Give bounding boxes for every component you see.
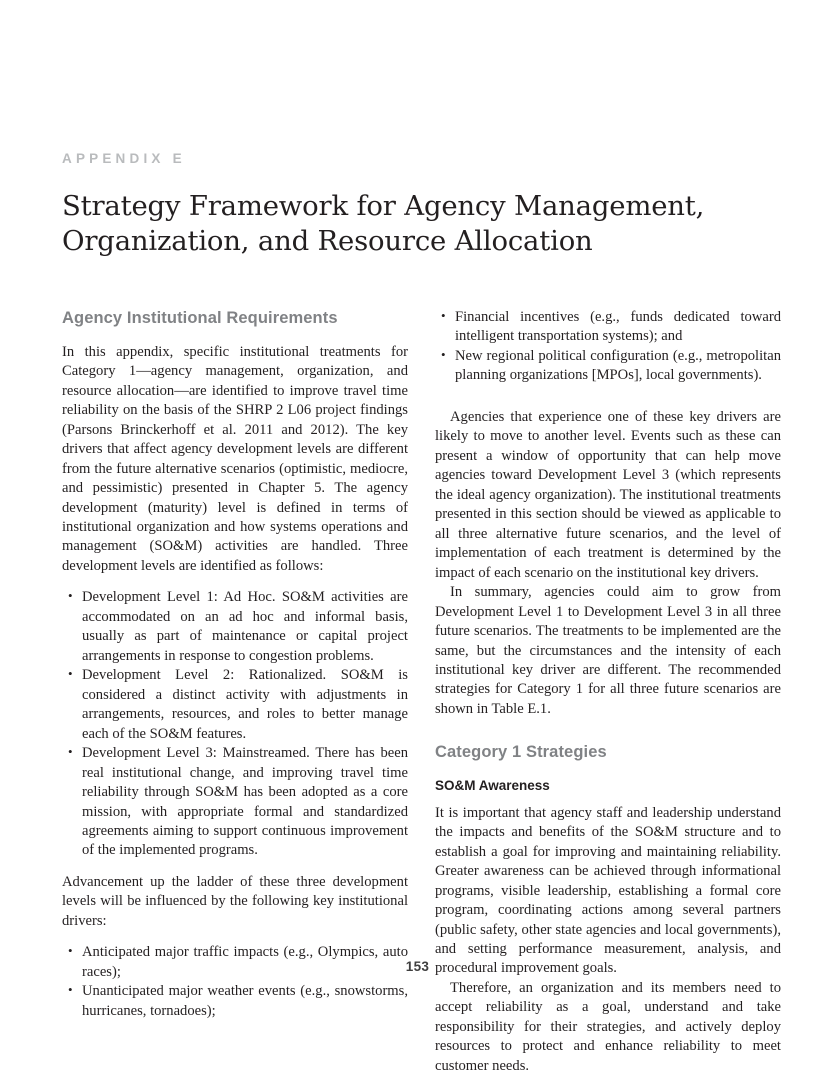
page-title-line-2: Organization, and Resource Allocation [62, 225, 593, 258]
paragraph-drivers-lead-in: Advancement up the ladder of these three development levels will be influenced by the following key institutional drivers: [62, 873, 408, 929]
section-heading-agency-institutional-requirements: Agency Institutional Requirements [62, 309, 338, 327]
list-item: • Financial incentives (e.g., funds dedicated toward intelligent transportation systems); and [455, 308, 781, 347]
paragraph-therefore: Therefore, an organization and its members need to accept reliability as a goal, understand and take responsibility for their strategies, and actively deploy resources to protect and enhance reliability to meet customer needs. [435, 979, 781, 1074]
development-levels-list [62, 588, 408, 861]
list-item: • Anticipated major traffic impacts (e.g., Olympics, auto races); [82, 943, 408, 982]
page-number: 153 [405, 959, 430, 974]
list-item: • New regional political configuration (e.g., metropolitan planning organizations [MPOs], local governments). [455, 347, 781, 386]
appendix-label: APPENDIX E [62, 151, 186, 166]
subsection-heading-som-awareness: SO&M Awareness [435, 778, 550, 794]
page-title-line-1: Strategy Framework for Agency Management, [62, 189, 705, 222]
spacer [435, 719, 781, 742]
list-item: • Unanticipated major weather events (e.g., snowstorms, hurricanes, tornadoes); [82, 982, 408, 1021]
paragraph-som-awareness: It is important that agency staff and leadership understand the impacts and benefits of the SO&M structure and to establish a goal for improving and maintaining reliability. Greater awareness can be achieved through informational programs, visible leadership, establishing a formal core program, coordinating actions among several partners (public safety, other state agencies and local governments), and setting performance measurement, analysis, and procedural improvement goals. [435, 804, 781, 977]
section-heading-category-1-strategies: Category 1 Strategies [435, 743, 607, 762]
page-masthead [62, 152, 782, 259]
spacer [435, 397, 781, 408]
page-title [62, 189, 782, 259]
institutional-drivers-list [62, 943, 408, 1021]
list-item: • Development Level 2: Rationalized. SO&M is considered a distinct activity with adjustments in arrangements, resources, and roles to better manage each of the SO&M features. [82, 666, 408, 744]
paragraph-intro: In this appendix, specific institutional treatments for Category 1—agency management, organization, and resource allocation—are identified to improve travel time reliability on the basis of the SHRP 2 L06 project findings (Parsons Brinckerhoff et al. 2011 and 2012). The key drivers that affect agency development levels are different from the future alternative scenarios (optimistic, mediocre, and pessimistic) presented in Chapter 5. The agency development (maturity) level is defined in terms of institutional organization and how systems operations and management (SO&M) activities are handled. Three development levels are identified as follows: [62, 343, 408, 574]
list-item: • Development Level 1: Ad Hoc. SO&M activities are accommodated on an ad hoc and informal basis, usually as part of maintenance or capital project arrangements in response to congestion problems. [82, 588, 408, 666]
institutional-drivers-list-continued [435, 308, 781, 386]
list-item: • Development Level 3: Mainstreamed. There has been real institutional change, and improving travel time reliability through SO&M has been adopted as a core mission, with appropriate formal and standardized agreements aiming to support continuous improvement of the implemented programs. [82, 744, 408, 861]
paragraph-in-summary: In summary, agencies could aim to grow from Development Level 1 to Development Level 3 in all three future scenarios. The treatments to be implemented are the same, but the circumstances and the intensity of each institutional key driver are different. The recommended strategies for Category 1 for all three future scenarios are shown in Table E.1. [435, 584, 781, 717]
paragraph-agencies-experience: Agencies that experience one of these key drivers are likely to move to another level. Events such as these can present a window of opportunity that can help move agencies toward Development Level 3 (which represents the ideal agency organization). The institutional treatments presented in this section should be viewed as applicable to all three alternative future scenarios, and the level of implementation of each treatment is determined by the impact of each scenario on the institutional key drivers. [435, 408, 781, 581]
